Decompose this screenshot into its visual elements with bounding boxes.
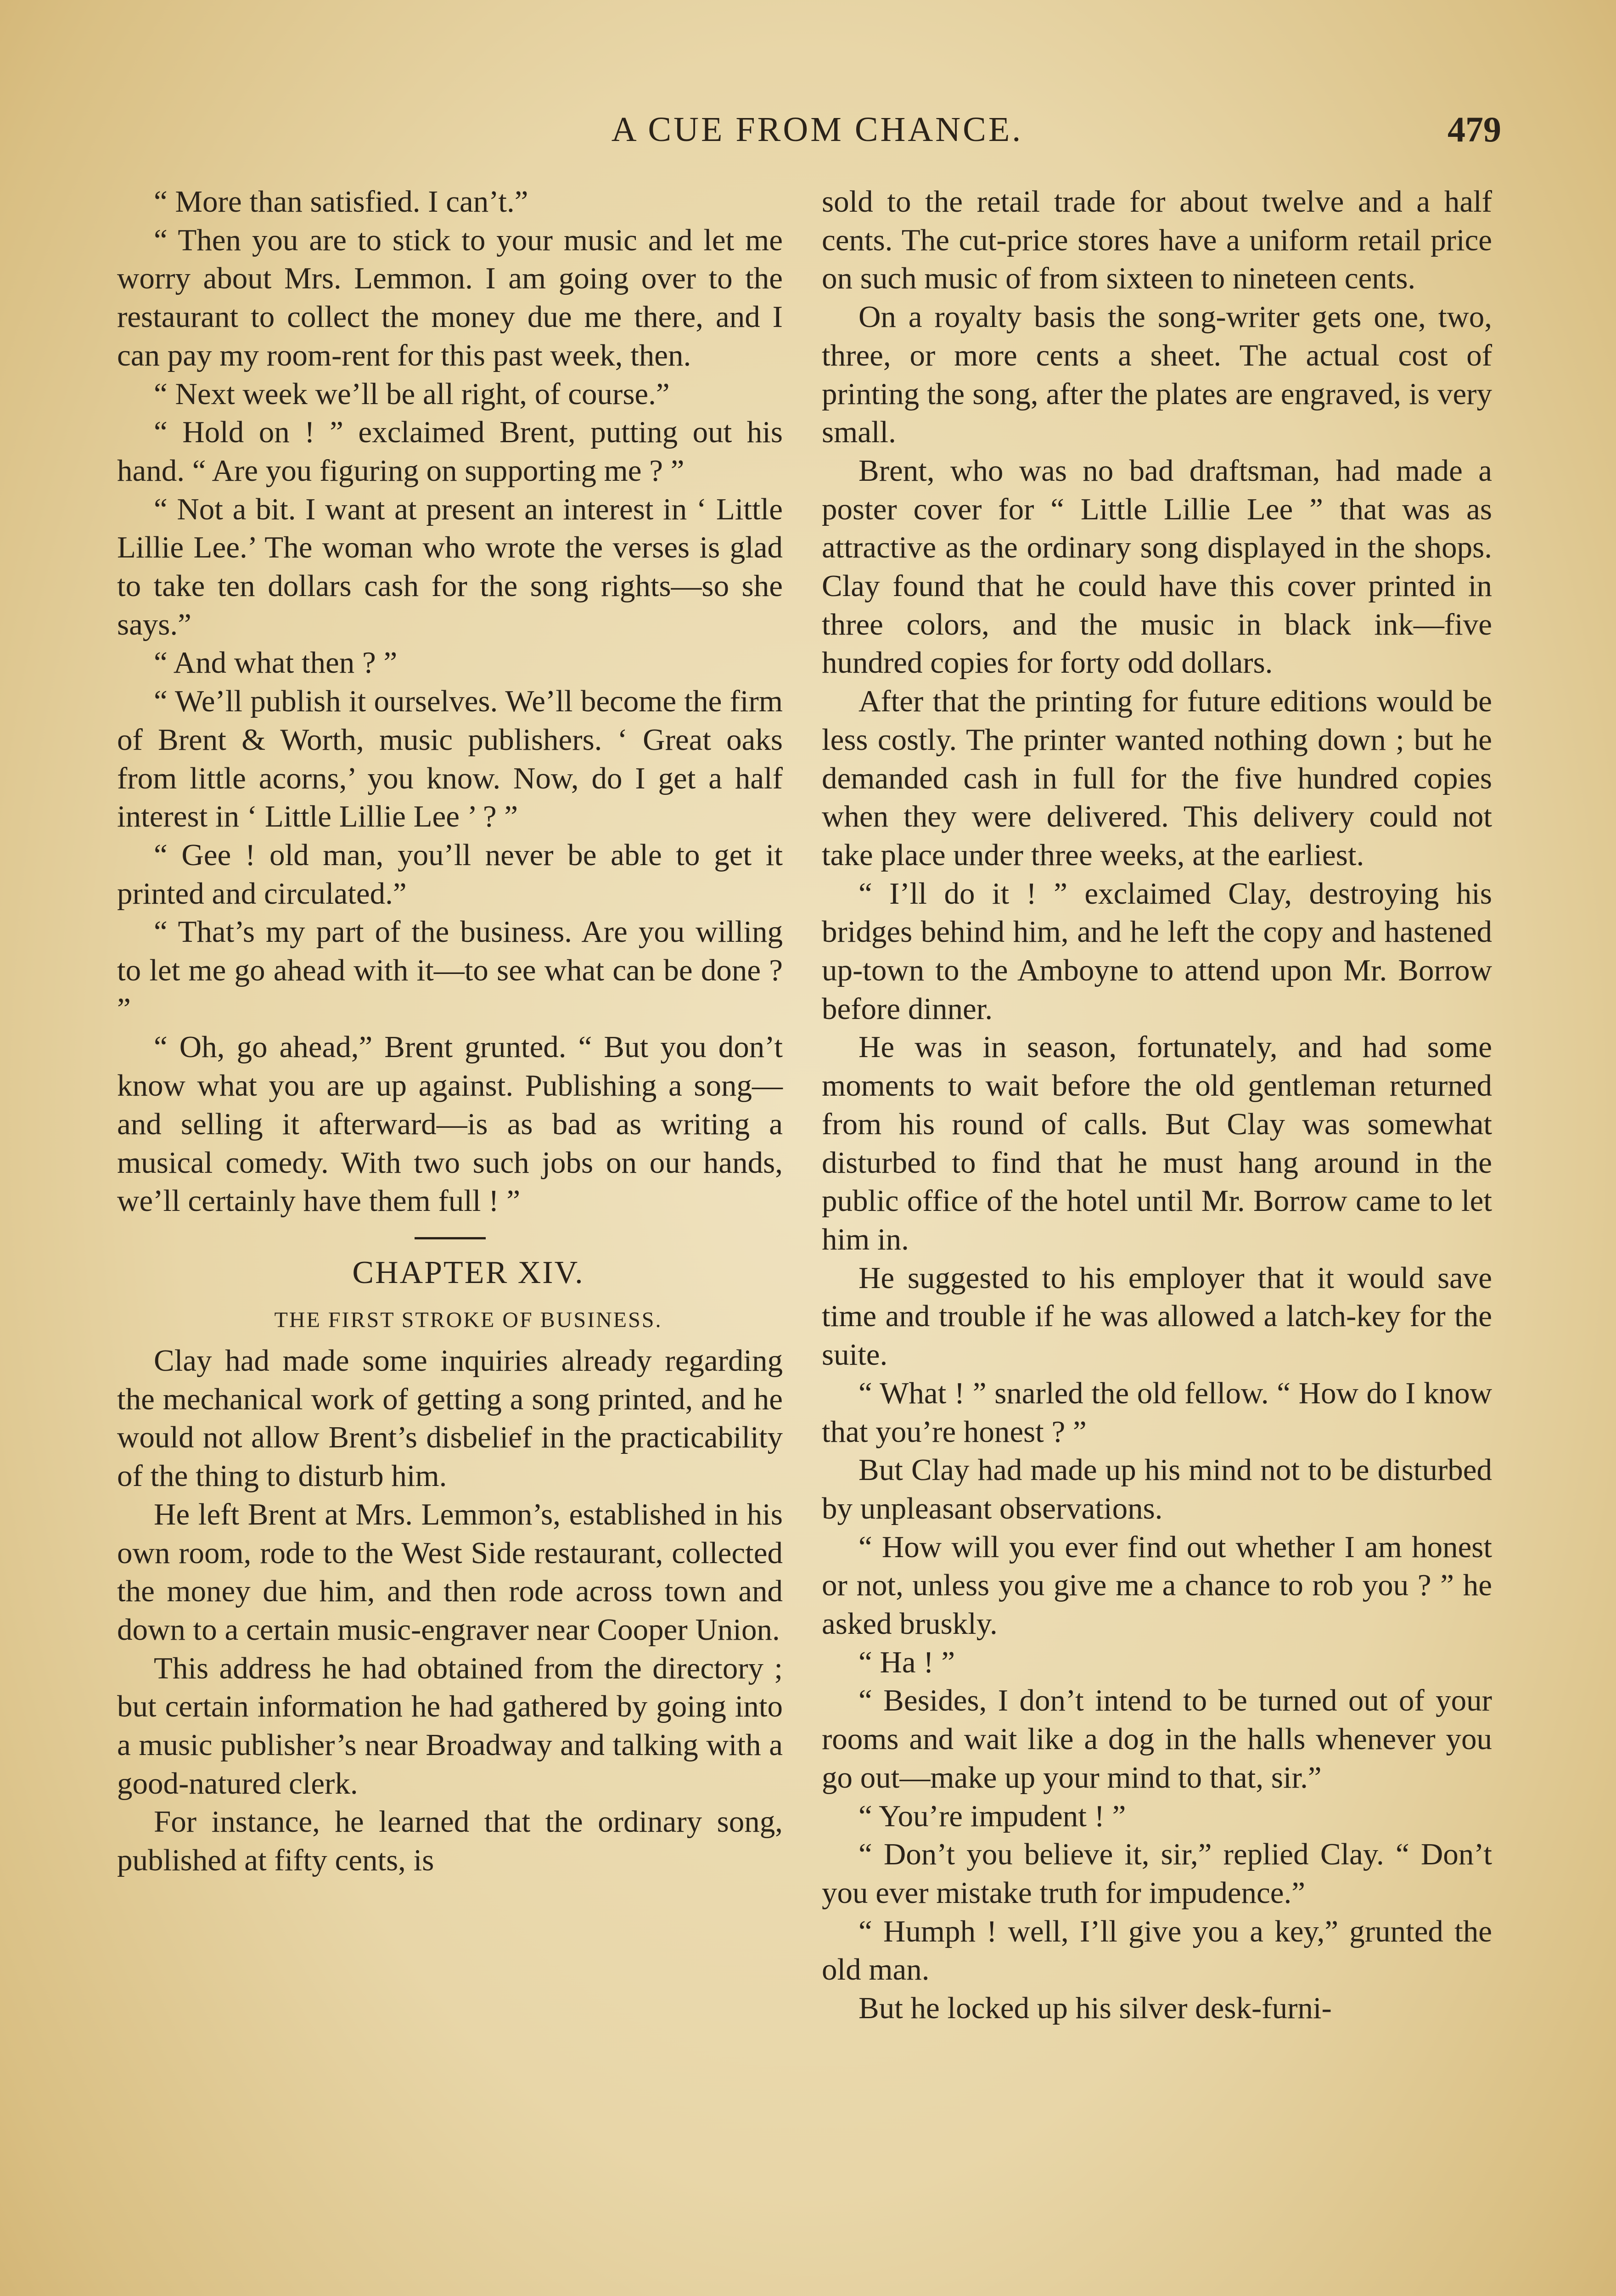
chapter-title: CHAPTER XIV.: [352, 1255, 584, 1290]
paragraph: “ Not a bit. I want at present an interest in ‘ Little Lillie Lee.’ The woman who wrote the verses is glad to take ten dollars cash for the song rights—so she says.”: [117, 492, 783, 642]
paragraph: “ Next week we’ll be all right, of course.”: [154, 377, 670, 411]
paragraph: “ Gee ! old man, you’ll never be able to get it printed and circulated.”: [117, 838, 783, 911]
paragraph: He left Brent at Mrs. Lemmon’s, established in his own room, rode to the West Side restaurant, collected the money due him, and then rode across town and down to a certain music-engraver near Cooper Union.: [117, 1497, 783, 1647]
paragraph: But Clay had made up his mind not to be disturbed by unpleasant observations.: [822, 1453, 1492, 1525]
paragraph: He suggested to his employer that it would save time and trouble if he was allowed a latch-key for the suite.: [822, 1261, 1492, 1372]
paragraph: “ You’re impudent ! ”: [858, 1799, 1126, 1833]
chapter-subtitle: THE FIRST STROKE OF BUSINESS.: [274, 1307, 662, 1332]
paragraph: “ More than satisfied. I can’t.”: [154, 185, 528, 219]
paragraph: “ And what then ? ”: [154, 646, 398, 680]
paragraph: “ Oh, go ahead,” Brent grunted. “ But you don’t know what you are up against. Publishing a song—and selling it afterward—is as bad as writing a musical comedy. With two such jobs on our hands, we’ll certainly have them full ! ”: [117, 1030, 783, 1218]
paragraph: “ We’ll publish it ourselves. We’ll become the firm of Brent & Worth, music publishers. ‘ Great oaks from little acorns,’ you know. Now, do I get a half interest in ‘ Little Lillie Lee ’ ? ”: [117, 684, 783, 834]
paragraph: This address he had obtained from the directory ; but certain information he had gathered by going into a music publisher’s near Broadway and talking with a good-natured clerk.: [117, 1651, 783, 1801]
paragraph: “ How will you ever find out whether I am honest or not, unless you give me a chance to rob you ? ” he asked bruskly.: [822, 1530, 1492, 1641]
paragraph: He was in season, fortunately, and had some moments to wait before the old gentleman returned from his round of calls. But Clay was somewhat disturbed to find that he must hang around in the public office of the hotel until Mr. Borrow came to let him in.: [822, 1030, 1492, 1256]
paragraph: “ I’ll do it ! ” exclaimed Clay, destroying his bridges behind him, and he left the copy and hastened up-town to the Amboyne to attend upon Mr. Borrow before dinner.: [822, 876, 1492, 1026]
left-text-column: [117, 183, 783, 1880]
paragraph: On a royalty basis the song-writer gets one, two, three, or more cents a sheet. The actual cost of printing the song, after the plates are engraved, is very small.: [822, 300, 1492, 450]
paragraph: “ Besides, I don’t intend to be turned out of your rooms and wait like a dog in the halls whenever you go out—make up your mind to that, sir.”: [822, 1683, 1492, 1795]
paragraph: For instance, he learned that the ordinary song, published at fifty cents, is: [117, 1805, 783, 1878]
paragraph: “ Then you are to stick to your music and let me worry about Mrs. Lemmon. I am going over to the restaurant to collect the money due me there, and I can pay my room-rent for this past week, then.: [117, 223, 783, 372]
paragraph-continuation: sold to the retail trade for about twelve and a half cents. The cut-price stores have a uniform retail price on such music of from sixteen to nineteen cents.: [822, 185, 1492, 296]
paragraph: “ Hold on ! ” exclaimed Brent, putting out his hand. “ Are you figuring on supporting me ? ”: [117, 415, 783, 488]
right-text-column: [822, 183, 1492, 2028]
section-divider: [415, 1237, 486, 1239]
paragraph: Clay had made some inquiries already regarding the mechanical work of getting a song printed, and he would not allow Brent’s disbelief in the practicability of the thing to disturb him.: [117, 1343, 783, 1493]
paragraph: “ Humph ! well, I’ll give you a key,” grunted the old man.: [822, 1914, 1492, 1987]
paragraph: “ What ! ” snarled the old fellow. “ How do I know that you’re honest ? ”: [822, 1376, 1492, 1449]
paragraph: “ Ha ! ”: [858, 1645, 955, 1679]
paragraph: “ That’s my part of the business. Are you willing to let me go ahead with it—to see what can be done ? ”: [117, 915, 783, 1026]
page-number: 479: [1448, 109, 1501, 149]
paragraph: “ Don’t you believe it, sir,” replied Clay. “ Don’t you ever mistake truth for impudence.”: [822, 1837, 1492, 1910]
running-head: A CUE FROM CHANCE.: [611, 110, 1023, 149]
paragraph: After that the printing for future editions would be less costly. The printer wanted nothing down ; but he demanded cash in full for the five hundred copies when they were delivered. This delivery could not take place under three weeks, at the earliest.: [822, 684, 1492, 872]
paragraph: But he locked up his silver desk-furni-: [858, 1991, 1332, 2026]
paragraph: Brent, who was no bad draftsman, had made a poster cover for “ Little Lillie Lee ” that was as attractive as the ordinary song displayed in the shops. Clay found that he could have this cover printed in three colors, and the music in black ink—five hundred copies for forty odd dollars.: [822, 453, 1492, 680]
